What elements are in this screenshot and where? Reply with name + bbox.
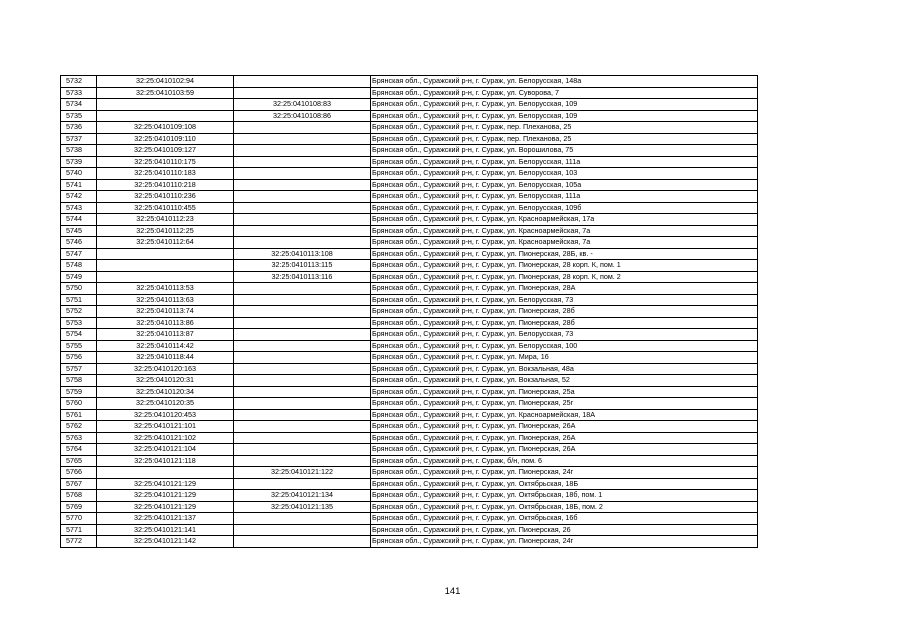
- address-cell: Брянская обл., Суражский р-н, г. Сураж, ул. Белорусская, 111а: [371, 191, 758, 203]
- row-number-cell: 5734: [61, 99, 97, 111]
- parcel-number-cell: 32:25:0410102:94: [97, 76, 234, 88]
- row-number-cell: 5754: [61, 329, 97, 341]
- table-row: [61, 271, 758, 283]
- table-row: [61, 99, 758, 111]
- address-cell: Брянская обл., Суражский р-н, г. Сураж, ул. Пионерская, 28Б, кв. -: [371, 248, 758, 260]
- row-number-cell: 5762: [61, 421, 97, 433]
- parcel-number-cell: 32:25:0410120:35: [97, 398, 234, 410]
- row-number-cell: 5738: [61, 145, 97, 157]
- object-number-cell: [234, 168, 371, 180]
- row-number-cell: 5769: [61, 501, 97, 513]
- row-number-cell: 5768: [61, 490, 97, 502]
- address-cell: Брянская обл., Суражский р-н, г. Сураж, ул. Пионерская, 26: [371, 524, 758, 536]
- table-row: [61, 432, 758, 444]
- address-cell: Брянская обл., Суражский р-н, г. Сураж, ул. Мира, 16: [371, 352, 758, 364]
- object-number-cell: [234, 156, 371, 168]
- object-number-cell: [234, 363, 371, 375]
- object-number-cell: [234, 133, 371, 145]
- address-cell: Брянская обл., Суражский р-н, г. Сураж, ул. Белорусская, 103: [371, 168, 758, 180]
- row-number-cell: 5743: [61, 202, 97, 214]
- table-row: [61, 490, 758, 502]
- row-number-cell: 5763: [61, 432, 97, 444]
- parcel-number-cell: 32:25:0410110:183: [97, 168, 234, 180]
- table-row: [61, 260, 758, 272]
- address-cell: Брянская обл., Суражский р-н, г. Сураж, ул. Пионерская, 25г: [371, 398, 758, 410]
- object-number-cell: [234, 145, 371, 157]
- object-number-cell: [234, 455, 371, 467]
- object-number-cell: [234, 122, 371, 134]
- address-cell: Брянская обл., Суражский р-н, г. Сураж, пер. Плеханова, 25: [371, 122, 758, 134]
- object-number-cell: [234, 409, 371, 421]
- table-row: [61, 191, 758, 203]
- address-cell: Брянская обл., Суражский р-н, г. Сураж, ул. Пионерская, 28 корп. К, пом. 2: [371, 271, 758, 283]
- parcel-number-cell: 32:25:0410114:42: [97, 340, 234, 352]
- table-row: [61, 536, 758, 548]
- address-cell: Брянская обл., Суражский р-н, г. Сураж, ул. Белорусская, 73: [371, 294, 758, 306]
- row-number-cell: 5756: [61, 352, 97, 364]
- object-number-cell: 32:25:0410108:86: [234, 110, 371, 122]
- object-number-cell: 32:25:0410121:122: [234, 467, 371, 479]
- object-number-cell: 32:25:0410113:115: [234, 260, 371, 272]
- object-number-cell: [234, 524, 371, 536]
- row-number-cell: 5753: [61, 317, 97, 329]
- registry-table-body: [61, 76, 758, 548]
- parcel-number-cell: 32:25:0410113:86: [97, 317, 234, 329]
- address-cell: Брянская обл., Суражский р-н, г. Сураж, ул. Октябрьская, 18Б: [371, 478, 758, 490]
- table-row: [61, 306, 758, 318]
- address-cell: Брянская обл., Суражский р-н, г. Сураж, ул. Вокзальная, 48а: [371, 363, 758, 375]
- row-number-cell: 5761: [61, 409, 97, 421]
- object-number-cell: [234, 283, 371, 295]
- object-number-cell: [234, 306, 371, 318]
- object-number-cell: [234, 536, 371, 548]
- table-row: [61, 398, 758, 410]
- row-number-cell: 5757: [61, 363, 97, 375]
- object-number-cell: [234, 432, 371, 444]
- table-row: [61, 87, 758, 99]
- table-row: [61, 409, 758, 421]
- address-cell: Брянская обл., Суражский р-н, г. Сураж, ул. Пионерская, 28б: [371, 317, 758, 329]
- address-cell: Брянская обл., Суражский р-н, г. Сураж, ул. Белорусская, 111а: [371, 156, 758, 168]
- object-number-cell: [234, 375, 371, 387]
- row-number-cell: 5740: [61, 168, 97, 180]
- object-number-cell: 32:25:0410113:108: [234, 248, 371, 260]
- table-row: [61, 156, 758, 168]
- table-row: [61, 225, 758, 237]
- address-cell: Брянская обл., Суражский р-н, г. Сураж, ул. Белорусская, 109б: [371, 202, 758, 214]
- object-number-cell: [234, 202, 371, 214]
- row-number-cell: 5742: [61, 191, 97, 203]
- parcel-number-cell: 32:25:0410121:118: [97, 455, 234, 467]
- parcel-number-cell: 32:25:0410109:108: [97, 122, 234, 134]
- row-number-cell: 5765: [61, 455, 97, 467]
- object-number-cell: [234, 237, 371, 249]
- object-number-cell: [234, 352, 371, 364]
- row-number-cell: 5739: [61, 156, 97, 168]
- table-row: [61, 455, 758, 467]
- address-cell: Брянская обл., Суражский р-н, г. Сураж, ул. Октябрьская, 18б, пом. 1: [371, 490, 758, 502]
- table-row: [61, 168, 758, 180]
- parcel-number-cell: 32:25:0410113:63: [97, 294, 234, 306]
- object-number-cell: [234, 294, 371, 306]
- table-row: [61, 444, 758, 456]
- table-row: [61, 478, 758, 490]
- object-number-cell: [234, 179, 371, 191]
- parcel-number-cell: 32:25:0410110:236: [97, 191, 234, 203]
- table-row: [61, 133, 758, 145]
- address-cell: Брянская обл., Суражский р-н, г. Сураж, ул. Белорусская, 148а: [371, 76, 758, 88]
- row-number-cell: 5748: [61, 260, 97, 272]
- object-number-cell: 32:25:0410113:116: [234, 271, 371, 283]
- object-number-cell: [234, 317, 371, 329]
- parcel-number-cell: [97, 110, 234, 122]
- address-cell: Брянская обл., Суражский р-н, г. Сураж, ул. Суворова, 7: [371, 87, 758, 99]
- object-number-cell: [234, 87, 371, 99]
- address-cell: Брянская обл., Суражский р-н, г. Сураж, ул. Красноармейская, 18А: [371, 409, 758, 421]
- table-row: [61, 145, 758, 157]
- table-row: [61, 214, 758, 226]
- parcel-number-cell: 32:25:0410112:25: [97, 225, 234, 237]
- object-number-cell: [234, 398, 371, 410]
- parcel-number-cell: [97, 260, 234, 272]
- row-number-cell: 5737: [61, 133, 97, 145]
- address-cell: Брянская обл., Суражский р-н, г. Сураж, ул. Октябрьская, 16б: [371, 513, 758, 525]
- address-cell: Брянская обл., Суражский р-н, г. Сураж, ул. Пионерская, 24г: [371, 467, 758, 479]
- parcel-number-cell: 32:25:0410120:31: [97, 375, 234, 387]
- row-number-cell: 5736: [61, 122, 97, 134]
- object-number-cell: [234, 214, 371, 226]
- object-number-cell: 32:25:0410121:134: [234, 490, 371, 502]
- row-number-cell: 5747: [61, 248, 97, 260]
- parcel-number-cell: 32:25:0410113:87: [97, 329, 234, 341]
- parcel-number-cell: 32:25:0410121:141: [97, 524, 234, 536]
- object-number-cell: [234, 478, 371, 490]
- table-row: [61, 467, 758, 479]
- parcel-number-cell: 32:25:0410103:59: [97, 87, 234, 99]
- table-row: [61, 283, 758, 295]
- row-number-cell: 5732: [61, 76, 97, 88]
- row-number-cell: 5771: [61, 524, 97, 536]
- parcel-number-cell: 32:25:0410121:129: [97, 478, 234, 490]
- parcel-number-cell: 32:25:0410121:104: [97, 444, 234, 456]
- table-row: [61, 386, 758, 398]
- address-cell: Брянская обл., Суражский р-н, г. Сураж, ул. Пионерская, 28 корп. К, пом. 1: [371, 260, 758, 272]
- address-cell: Брянская обл., Суражский р-н, г. Сураж, б/н, пом. 6: [371, 455, 758, 467]
- object-number-cell: [234, 421, 371, 433]
- parcel-number-cell: 32:25:0410110:218: [97, 179, 234, 191]
- address-cell: Брянская обл., Суражский р-н, г. Сураж, ул. Белорусская, 109: [371, 110, 758, 122]
- row-number-cell: 5755: [61, 340, 97, 352]
- parcel-number-cell: 32:25:0410121:101: [97, 421, 234, 433]
- table-row: [61, 110, 758, 122]
- parcel-number-cell: 32:25:0410113:74: [97, 306, 234, 318]
- page-number: 141: [444, 586, 461, 597]
- parcel-number-cell: 32:25:0410109:110: [97, 133, 234, 145]
- object-number-cell: [234, 513, 371, 525]
- address-cell: Брянская обл., Суражский р-н, г. Сураж, ул. Пионерская, 25а: [371, 386, 758, 398]
- address-cell: Брянская обл., Суражский р-н, г. Сураж, ул. Белорусская, 100: [371, 340, 758, 352]
- parcel-number-cell: [97, 271, 234, 283]
- parcel-number-cell: 32:25:0410112:64: [97, 237, 234, 249]
- address-cell: Брянская обл., Суражский р-н, г. Сураж, ул. Красноармейская, 7а: [371, 237, 758, 249]
- table-row: [61, 76, 758, 88]
- row-number-cell: 5733: [61, 87, 97, 99]
- table-row: [61, 375, 758, 387]
- address-cell: Брянская обл., Суражский р-н, г. Сураж, ул. Пионерская, 26А: [371, 421, 758, 433]
- object-number-cell: [234, 386, 371, 398]
- address-cell: Брянская обл., Суражский р-н, г. Сураж, ул. Пионерская, 28А: [371, 283, 758, 295]
- table-row: [61, 340, 758, 352]
- row-number-cell: 5770: [61, 513, 97, 525]
- object-number-cell: [234, 191, 371, 203]
- object-number-cell: 32:25:0410121:135: [234, 501, 371, 513]
- parcel-number-cell: 32:25:0410110:175: [97, 156, 234, 168]
- parcel-number-cell: 32:25:0410121:102: [97, 432, 234, 444]
- address-cell: Брянская обл., Суражский р-н, г. Сураж, ул. Красноармейская, 7а: [371, 225, 758, 237]
- row-number-cell: 5745: [61, 225, 97, 237]
- table-row: [61, 317, 758, 329]
- row-number-cell: 5760: [61, 398, 97, 410]
- row-number-cell: 5758: [61, 375, 97, 387]
- table-row: [61, 179, 758, 191]
- parcel-number-cell: 32:25:0410109:127: [97, 145, 234, 157]
- parcel-number-cell: 32:25:0410113:53: [97, 283, 234, 295]
- table-row: [61, 363, 758, 375]
- address-cell: Брянская обл., Суражский р-н, г. Сураж, ул. Ворошилова, 75: [371, 145, 758, 157]
- row-number-cell: 5750: [61, 283, 97, 295]
- table-row: [61, 501, 758, 513]
- address-cell: Брянская обл., Суражский р-н, г. Сураж, ул. Белорусская, 105а: [371, 179, 758, 191]
- row-number-cell: 5752: [61, 306, 97, 318]
- object-number-cell: [234, 340, 371, 352]
- row-number-cell: 5746: [61, 237, 97, 249]
- address-cell: Брянская обл., Суражский р-н, г. Сураж, ул. Пионерская, 26А: [371, 432, 758, 444]
- parcel-number-cell: 32:25:0410121:129: [97, 490, 234, 502]
- address-cell: Брянская обл., Суражский р-н, г. Сураж, пер. Плеханова, 25: [371, 133, 758, 145]
- table-row: [61, 421, 758, 433]
- parcel-number-cell: 32:25:0410120:163: [97, 363, 234, 375]
- table-row: [61, 524, 758, 536]
- address-cell: Брянская обл., Суражский р-н, г. Сураж, ул. Пионерская, 24г: [371, 536, 758, 548]
- table-row: [61, 329, 758, 341]
- address-cell: Брянская обл., Суражский р-н, г. Сураж, ул. Пионерская, 28б: [371, 306, 758, 318]
- table-row: [61, 513, 758, 525]
- address-cell: Брянская обл., Суражский р-н, г. Сураж, ул. Красноармейская, 17а: [371, 214, 758, 226]
- row-number-cell: 5767: [61, 478, 97, 490]
- address-cell: Брянская обл., Суражский р-н, г. Сураж, ул. Вокзальная, 52: [371, 375, 758, 387]
- object-number-cell: [234, 76, 371, 88]
- table-row: [61, 248, 758, 260]
- object-number-cell: [234, 329, 371, 341]
- parcel-number-cell: 32:25:0410121:129: [97, 501, 234, 513]
- row-number-cell: 5744: [61, 214, 97, 226]
- parcel-number-cell: [97, 99, 234, 111]
- parcel-number-cell: 32:25:0410121:137: [97, 513, 234, 525]
- parcel-number-cell: 32:25:0410120:34: [97, 386, 234, 398]
- address-cell: Брянская обл., Суражский р-н, г. Сураж, ул. Пионерская, 26А: [371, 444, 758, 456]
- registry-table: [60, 75, 758, 548]
- object-number-cell: [234, 444, 371, 456]
- parcel-number-cell: [97, 467, 234, 479]
- parcel-number-cell: 32:25:0410118:44: [97, 352, 234, 364]
- parcel-number-cell: 32:25:0410110:455: [97, 202, 234, 214]
- table-row: [61, 352, 758, 364]
- parcel-number-cell: 32:25:0410121:142: [97, 536, 234, 548]
- row-number-cell: 5764: [61, 444, 97, 456]
- row-number-cell: 5741: [61, 179, 97, 191]
- table-row: [61, 237, 758, 249]
- object-number-cell: 32:25:0410108:83: [234, 99, 371, 111]
- parcel-number-cell: 32:25:0410112:23: [97, 214, 234, 226]
- table-row: [61, 122, 758, 134]
- row-number-cell: 5735: [61, 110, 97, 122]
- address-cell: Брянская обл., Суражский р-н, г. Сураж, ул. Белорусская, 73: [371, 329, 758, 341]
- table-row: [61, 202, 758, 214]
- row-number-cell: 5751: [61, 294, 97, 306]
- object-number-cell: [234, 225, 371, 237]
- row-number-cell: 5749: [61, 271, 97, 283]
- row-number-cell: 5772: [61, 536, 97, 548]
- row-number-cell: 5759: [61, 386, 97, 398]
- row-number-cell: 5766: [61, 467, 97, 479]
- parcel-number-cell: [97, 248, 234, 260]
- address-cell: Брянская обл., Суражский р-н, г. Сураж, ул. Октябрьская, 18Б, пом. 2: [371, 501, 758, 513]
- table-row: [61, 294, 758, 306]
- parcel-number-cell: 32:25:0410120:453: [97, 409, 234, 421]
- address-cell: Брянская обл., Суражский р-н, г. Сураж, ул. Белорусская, 109: [371, 99, 758, 111]
